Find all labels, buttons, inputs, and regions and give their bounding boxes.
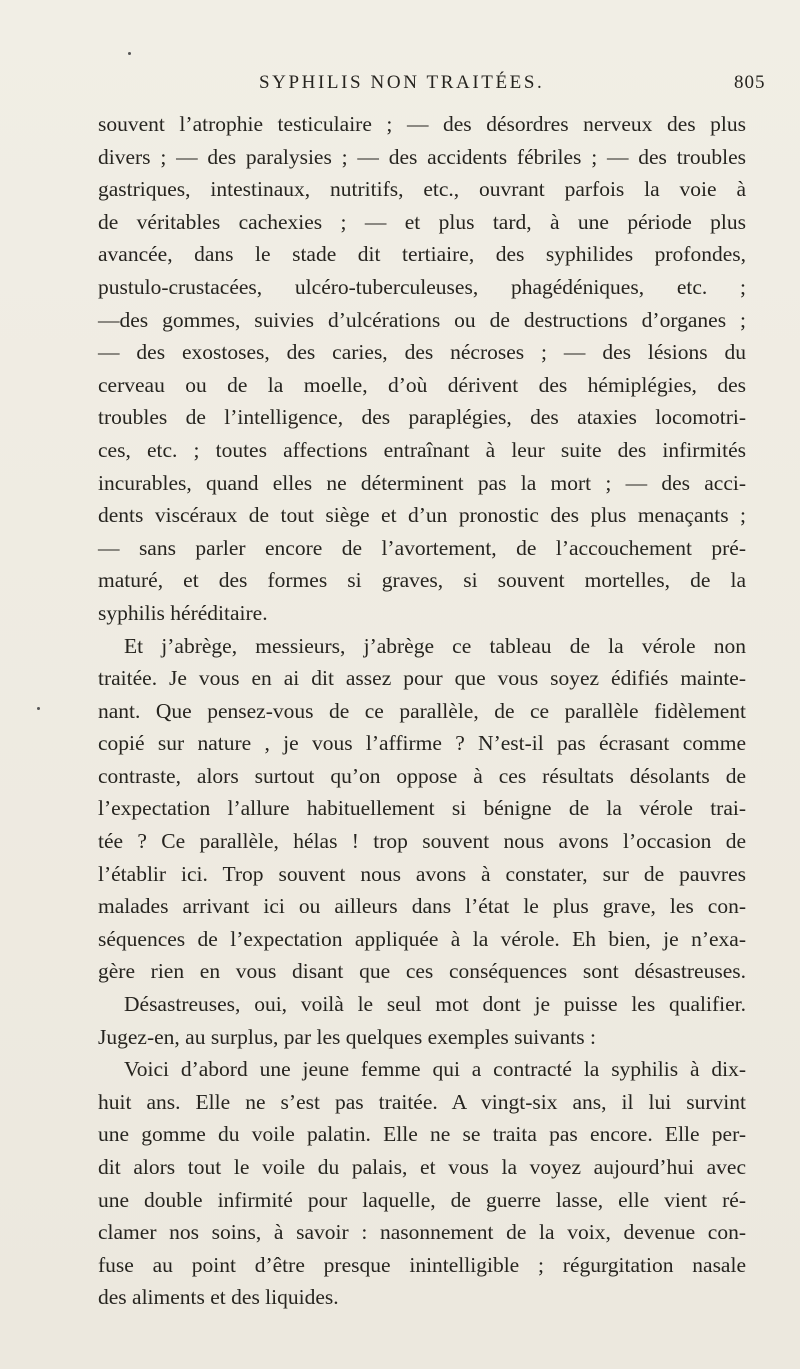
speck-mark: [37, 707, 40, 710]
text-line: une gomme du voile palatin. Elle ne se traita pas encore. Elle per-: [98, 1122, 746, 1147]
text-line: syphilis héréditaire.: [98, 600, 268, 625]
text-line: contraste, alors surtout qu’on oppose à ces résultats désolants de: [98, 763, 746, 788]
text-line: l’établir ici. Trop souvent nous avons à constater, sur de pauvres: [98, 861, 746, 886]
text-line: des aliments et des liquides.: [98, 1285, 339, 1310]
text-line: fuse au point d’être presque inintelligible ; régurgitation nasale: [98, 1252, 746, 1277]
speck-mark: [128, 52, 131, 55]
body-text: [98, 108, 746, 1314]
text-line: incurables, quand elles ne déterminent pas la mort ; — des acci-: [98, 470, 746, 495]
text-line: dents viscéraux de tout siège et d’un pronostic des plus menaçants ;: [98, 503, 746, 528]
text-line: malades arrivant ici ou ailleurs dans l’état le plus grave, les con-: [98, 894, 746, 919]
paragraph-start: Et j’abrège, messieurs, j’abrège ce tableau de la vérole non: [124, 633, 746, 658]
page-header: [0, 72, 800, 102]
text-line: —des gommes, suivies d’ulcérations ou de destructions d’organes ;: [98, 307, 746, 332]
text-line: copié sur nature , je vous l’affirme ? N’est-il pas écrasant comme: [98, 731, 746, 756]
text-line: pustulo-crustacées, ulcéro-tuberculeuses, phagédéniques, etc. ;: [98, 274, 746, 299]
text-line: de véritables cachexies ; — et plus tard, à une période plus: [98, 209, 746, 234]
text-line: Jugez-en, au surplus, par les quelques exemples suivants :: [98, 1024, 596, 1049]
text-line: tée ? Ce parallèle, hélas ! trop souvent nous avons l’occasion de: [98, 829, 746, 854]
running-head: SYPHILIS NON TRAITÉES.: [259, 72, 545, 93]
text-line: l’expectation l’allure habituellement si bénigne de la vérole trai-: [98, 796, 746, 821]
text-line: avancée, dans le stade dit tertiaire, des syphilides profondes,: [98, 242, 746, 267]
text-line: clamer nos soins, à savoir : nasonnement de la voix, devenue con-: [98, 1220, 746, 1245]
page-number: 805: [734, 72, 766, 93]
text-line: cerveau ou de la moelle, d’où dérivent des hémiplégies, des: [98, 372, 746, 397]
text-line: dit alors tout le voile du palais, et vous la voyez aujourd’hui avec: [98, 1155, 746, 1179]
text-line: une double infirmité pour laquelle, de guerre lasse, elle vient ré-: [98, 1187, 746, 1212]
text-line: gère rien en vous disant que ces conséquences sont désastreuses.: [98, 959, 746, 984]
text-line: souvent l’atrophie testiculaire ; — des désordres nerveux des plus: [98, 112, 746, 136]
text-line: — des exostoses, des caries, des nécroses ; — des lésions du: [98, 340, 746, 365]
text-line: ces, etc. ; toutes affections entraînant à leur suite des infirmités: [98, 437, 746, 462]
text-line: maturé, et des formes si graves, si souvent mortelles, de la: [98, 568, 746, 593]
text-line: traitée. Je vous en ai dit assez pour que vous soyez édifiés mainte-: [98, 666, 746, 691]
text-line: huit ans. Elle ne s’est pas traitée. A vingt-six ans, il lui survint: [98, 1089, 746, 1114]
text-line: troubles de l’intelligence, des paraplégies, des ataxies locomotri-: [98, 405, 746, 430]
text-line: nant. Que pensez-vous de ce parallèle, de ce parallèle fidèlement: [98, 698, 746, 723]
text-line: — sans parler encore de l’avortement, de l’accouchement pré-: [98, 535, 746, 560]
text-line: gastriques, intestinaux, nutritifs, etc., ouvrant parfois la voie à: [98, 177, 746, 202]
text-line: Désastreuses, oui, voilà le seul mot dont je puisse les qualifier.: [124, 992, 746, 1017]
text-line: divers ; — des paralysies ; — des accidents fébriles ; — des troubles: [98, 144, 746, 169]
text-line: séquences de l’expectation appliquée à la vérole. Eh bien, je n’exa-: [98, 926, 746, 951]
paragraph-start: Voici d’abord une jeune femme qui a contracté la syphilis à dix-: [124, 1057, 746, 1082]
